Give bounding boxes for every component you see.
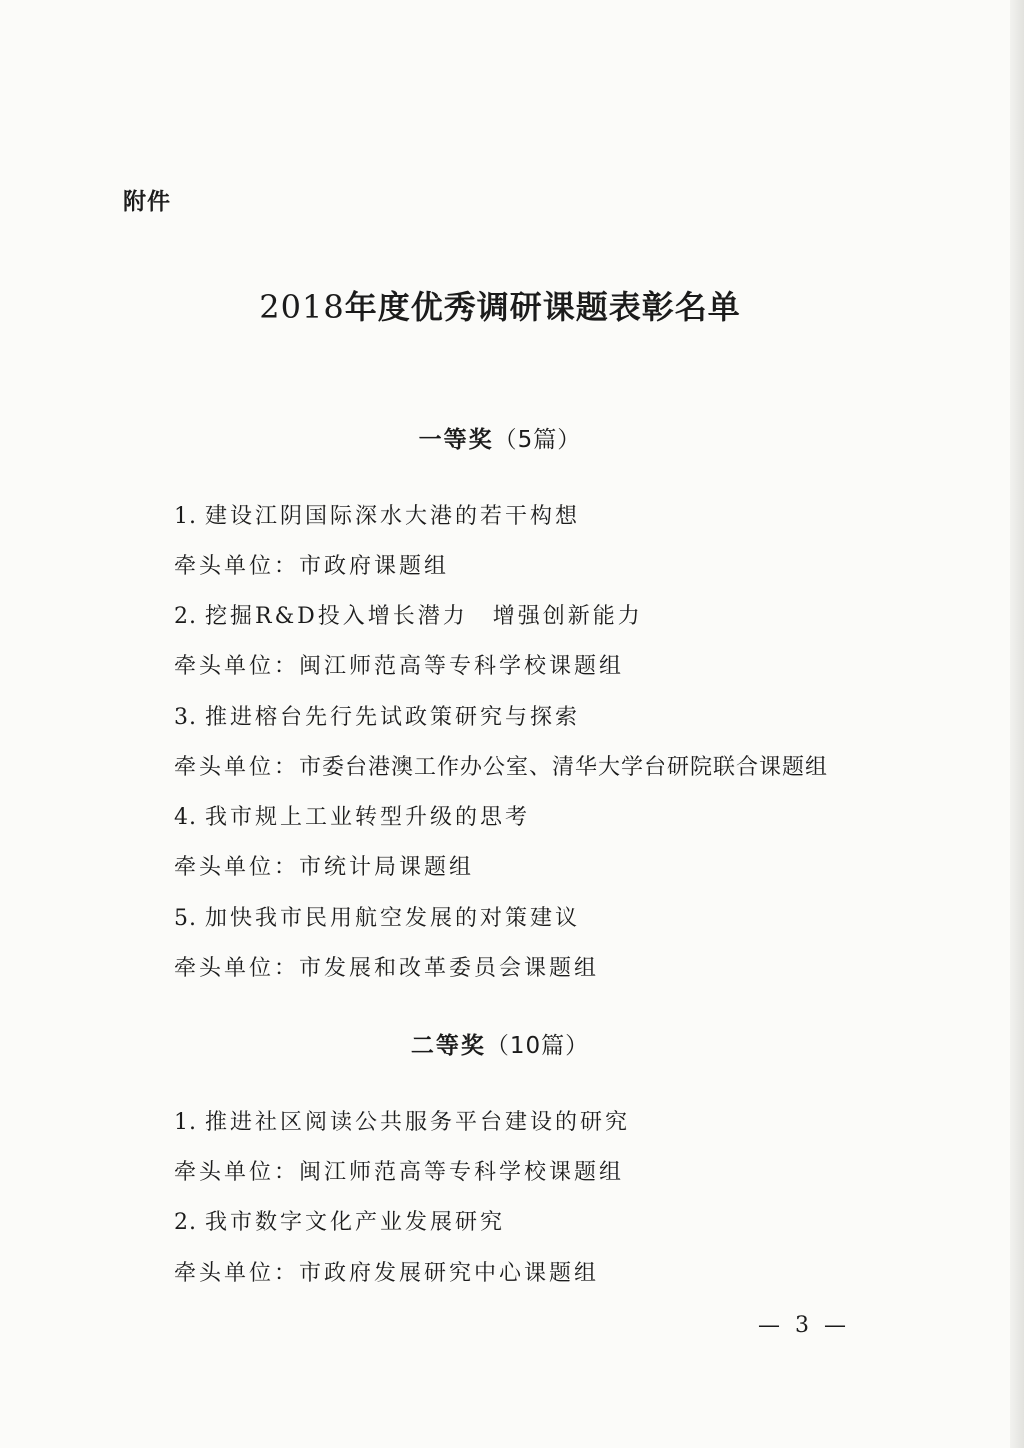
first-prize-label: 一等奖: [418, 427, 494, 453]
lead-unit-label: 牵头单位：: [174, 855, 300, 880]
lead-unit-label: 牵头单位：: [174, 654, 300, 679]
item-number: 3.: [174, 705, 197, 730]
scan-page-edge: [1010, 0, 1024, 1448]
first-prize-item-2-lead: [174, 651, 624, 683]
second-prize-count: （10篇）: [485, 1033, 590, 1059]
first-prize-item-5-title: [174, 903, 580, 935]
attachment-label: 附件: [123, 189, 171, 215]
second-prize-item-2-title: [174, 1207, 505, 1239]
item-title: 建设江阴国际深水大港的若干构想: [205, 504, 581, 529]
first-prize-count: （5篇）: [493, 427, 582, 453]
lead-unit-label: 牵头单位：: [174, 554, 300, 579]
second-prize-label: 二等奖: [410, 1033, 486, 1059]
item-number: 1.: [174, 504, 197, 529]
item-number: 2.: [174, 604, 197, 629]
first-prize-item-3-lead: [174, 752, 828, 784]
item-title: 加快我市民用航空发展的对策建议: [205, 906, 581, 931]
lead-unit-value: 闽江师范高等专科学校课题组: [299, 1160, 625, 1185]
document-title: [0, 282, 1000, 332]
first-prize-heading: [0, 424, 1000, 456]
item-title: 推进社区阅读公共服务平台建设的研究: [205, 1110, 631, 1135]
page-number: — 3 —: [758, 1313, 850, 1338]
second-prize-item-2-lead: [174, 1258, 599, 1290]
item-title: 推进榕台先行先试政策研究与探索: [205, 705, 581, 730]
lead-unit-value: 市统计局课题组: [299, 855, 475, 880]
item-title: 挖掘R&D投入增长潜力 增强创新能力: [205, 604, 643, 629]
lead-unit-label: 牵头单位：: [174, 1261, 300, 1286]
lead-unit-value: 市政府发展研究中心课题组: [299, 1261, 600, 1286]
second-prize-heading: [0, 1030, 1000, 1062]
second-prize-item-1-title: [174, 1107, 630, 1139]
item-title: 我市数字文化产业发展研究: [205, 1210, 506, 1235]
title-text: 年度优秀调研课题表彰名单: [344, 288, 741, 326]
first-prize-item-1-title: [174, 501, 580, 533]
second-prize-item-1-lead: [174, 1157, 624, 1189]
lead-unit-value: 市委台港澳工作办公室、清华大学台研院联合课题组: [299, 755, 829, 780]
item-number: 2.: [174, 1210, 197, 1235]
lead-unit-label: 牵头单位：: [174, 755, 300, 780]
item-number: 5.: [174, 906, 197, 931]
first-prize-item-3-title: [174, 702, 580, 734]
lead-unit-value: 闽江师范高等专科学校课题组: [299, 654, 625, 679]
lead-unit-label: 牵头单位：: [174, 1160, 300, 1185]
title-year: 2018: [259, 288, 345, 326]
first-prize-item-4-title: [174, 802, 530, 834]
first-prize-item-4-lead: [174, 852, 474, 884]
item-number: 1.: [174, 1110, 197, 1135]
first-prize-item-5-lead: [174, 953, 599, 985]
first-prize-item-2-title: [174, 601, 643, 633]
item-number: 4.: [174, 805, 197, 830]
lead-unit-label: 牵头单位：: [174, 956, 300, 981]
lead-unit-value: 市发展和改革委员会课题组: [299, 956, 600, 981]
item-title: 我市规上工业转型升级的思考: [205, 805, 531, 830]
first-prize-item-1-lead: [174, 551, 449, 583]
lead-unit-value: 市政府课题组: [299, 554, 450, 579]
